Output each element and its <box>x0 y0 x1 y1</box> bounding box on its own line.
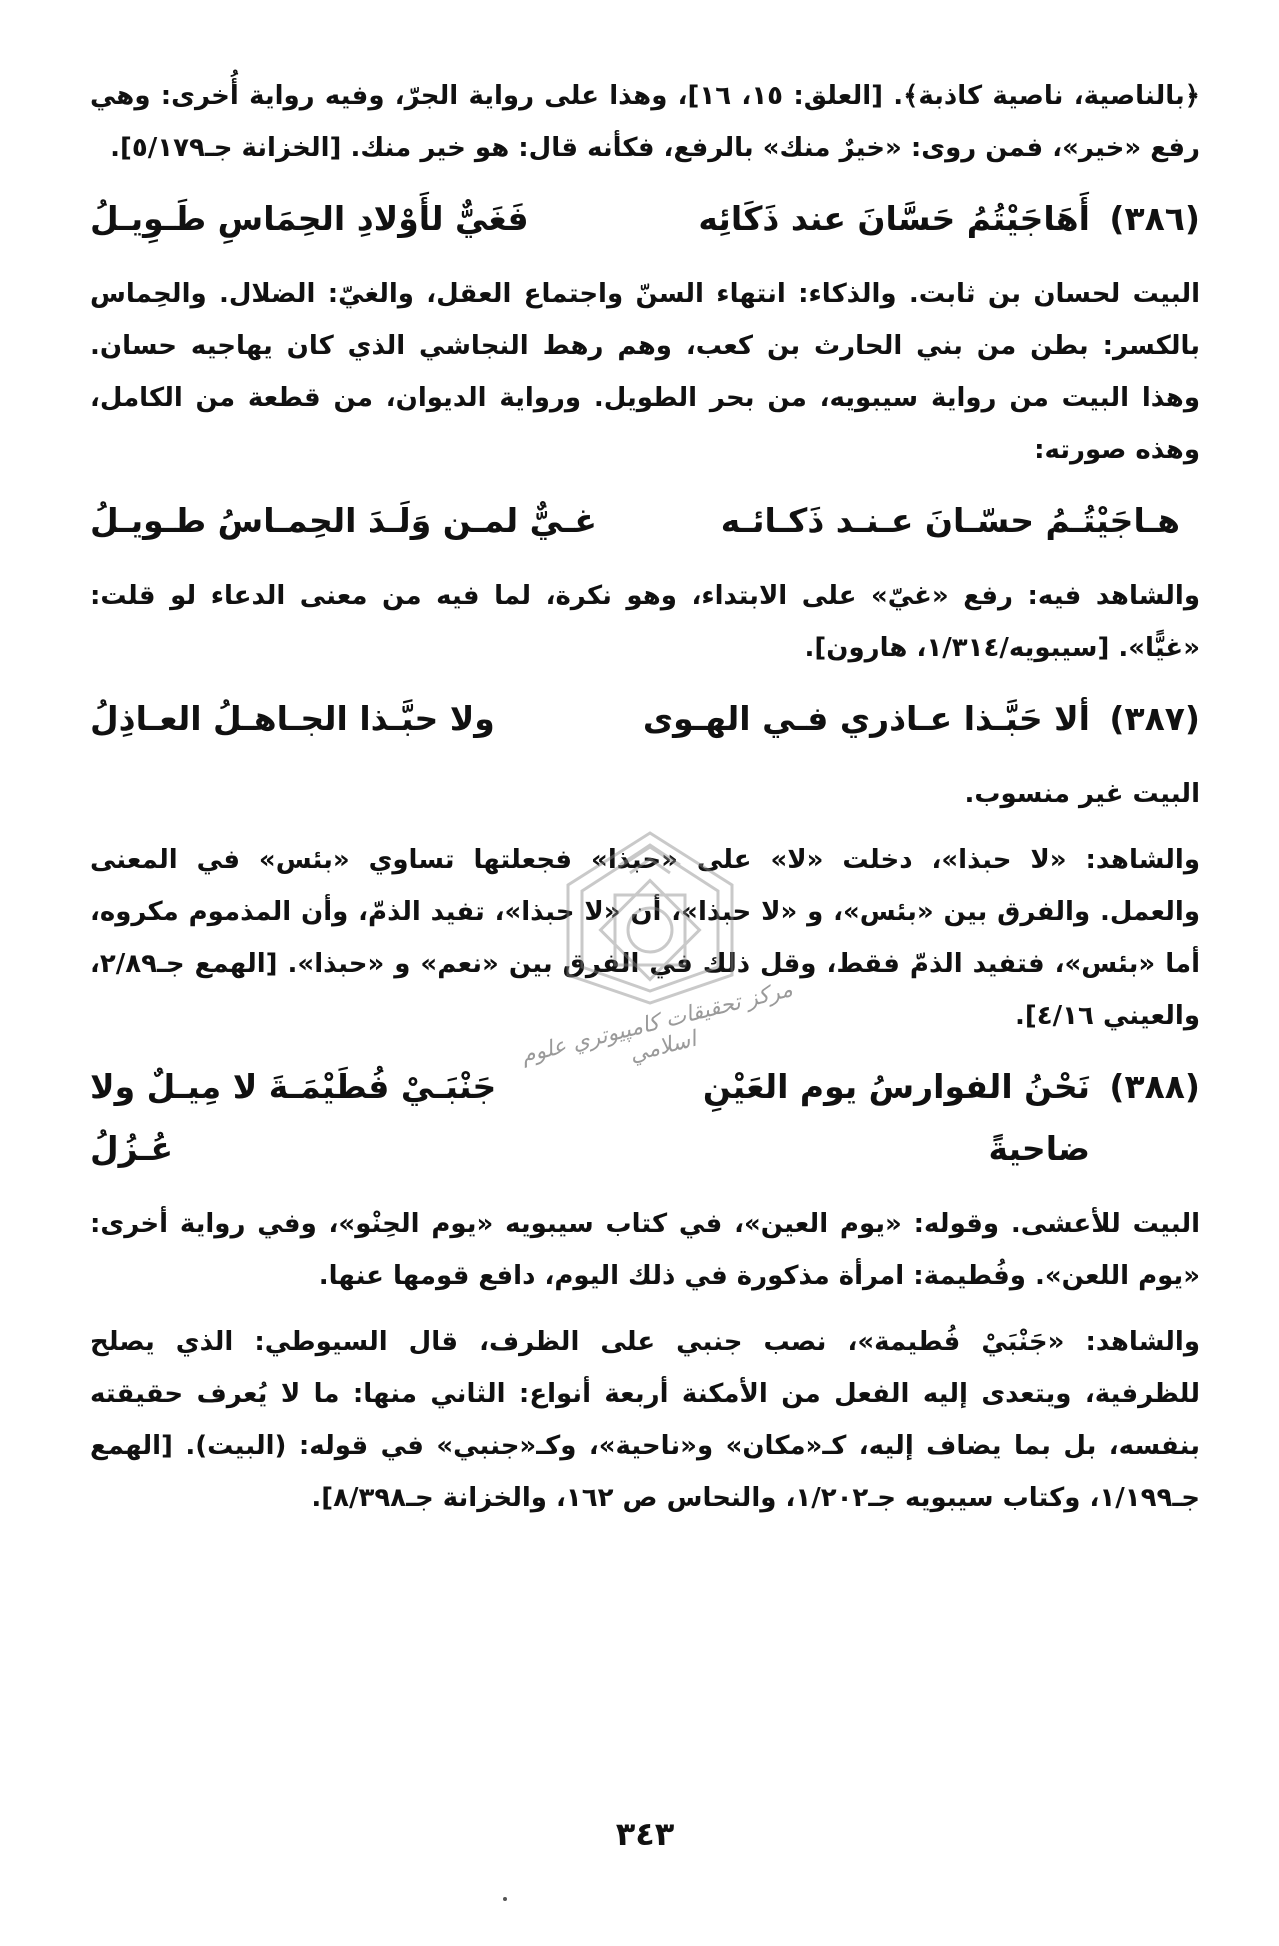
verse-386-diwan <box>90 490 1200 552</box>
verse-388 <box>90 1056 1200 1180</box>
page-number: ٣٤٣ <box>615 1815 675 1853</box>
verse-number: (٣٨٦) <box>1109 199 1200 238</box>
paragraph-2: البيت لحسان بن ثابت. والذكاء: انتهاء السنّ واجتماع العقل، والغيّ: الضلال. والحِماس بالكسر: بطن من بني الحارث بن كعب، وهم رهط النجاشي الذي كان يهاجيه حسان. وهذا البيت من رواية سيبويه، من بحر الطويل. ورواية الديوان، من قطعة من الكامل، وهذه صورته: <box>90 279 1200 465</box>
verse-number: (٣٨٧) <box>1109 699 1200 738</box>
verse-387 <box>90 688 1200 750</box>
verse-386 <box>90 188 1200 250</box>
watermark-text: مركز تحقيقات كامپيوتري علوم اسلامي <box>518 977 796 1069</box>
paragraph-3: والشاهد فيه: رفع «غيّ» على الابتداء، وهو نكرة، لما فيه من معنى الدعاء لو قلت: «غيًّا». [سيبويه/١/٣١٤، هارون]. <box>90 581 1200 663</box>
scan-speck <box>503 1897 507 1901</box>
verse-number: (٣٨٨) <box>1109 1067 1200 1106</box>
verse-first-hemistich: نَحْنُ الفوارسُ يوم العَيْنِ ضاحيةً <box>702 1067 1090 1168</box>
seal-emblem-icon <box>560 825 740 1010</box>
paragraph-1: ﴿بالناصية، ناصية كاذبة﴾. [العلق: ١٥، ١٦]، وهذا على رواية الجرّ، وفيه رواية أُخرى: وهي رفع «خير»، فمن روى: «خيرٌ منك» بالرفع، فكأنه قال: هو خير منك. [الخزانة جـ٥/١٧٩]. <box>90 81 1200 163</box>
paragraph-6: البيت للأعشى. وقوله: «يوم العين»، في كتاب سيبويه «يوم الحِنْو»، وفي رواية أخرى: «يوم اللعن». وفُطيمة: امرأة مذكورة في ذلك اليوم، دافع قومها عنها. <box>90 1209 1200 1291</box>
verse-first-hemistich: أَهَاجَيْتُمُ حَسَّانَ عند ذَكَائِه <box>698 199 1090 238</box>
verse-first-hemistich: هـاجَيْتُـمُ حسّـانَ عـنـد ذَكـائـه <box>720 501 1180 540</box>
verse-second-hemistich: جَنْبَـيْ فُطَيْمَـةَ لا مِيـلٌ ولا عُـزُلُ <box>90 1067 497 1168</box>
verse-second-hemistich: غـيٌّ لمـن وَلَـدَ الحِمـاسُ طـويـلُ <box>90 501 597 540</box>
paragraph-7: والشاهد: «جَنْبَيْ فُطيمة»، نصب جنبي على الظرف، قال السيوطي: الذي يصلح للظرفية، ويتعدى إليه الفعل من الأمكنة أربعة أنواع: الثاني منها: ما لا يُعرف حقيقته بنفسه، بل بما يضاف إليه، كـ«مكان» و«ناحية»، وكـ«جنبي» في قوله: (البيت). [الهمع جـ١/١٩٩، وكتاب سيبويه جـ١/٢٠٢، والنحاس ص ١٦٢، والخزانة جـ٨/٣٩٨]. <box>90 1327 1200 1513</box>
verse-second-hemistich: ولا حبَّـذا الجـاهـلُ العـاذِلُ <box>90 699 495 738</box>
paragraph-5: والشاهد: «لا حبذا»، دخلت «لا» على «حبذا» فجعلتها تساوي «بئس» في المعنى والعمل. والفرق بين «بئس»، و «لا حبذا»، أن «لا حبذا»، تفيد الذمّ، وأن المذموم مكروه، أما «بئس»، فتفيد الذمّ فقط، وقل ذلك في الفرق بين «نعم» و «حبذا». [الهمع جـ٢/٨٩، والعيني ٤/١٦]. <box>90 845 1200 1031</box>
verse-first-hemistich: ألا حَبَّـذا عـاذري فـي الهـوى <box>642 699 1090 738</box>
paragraph-4: البيت غير منسوب. <box>964 779 1200 809</box>
verse-second-hemistich: فَغَيٌّ لأَوْلادِ الحِمَاسِ طَـوِيـلُ <box>90 199 529 238</box>
